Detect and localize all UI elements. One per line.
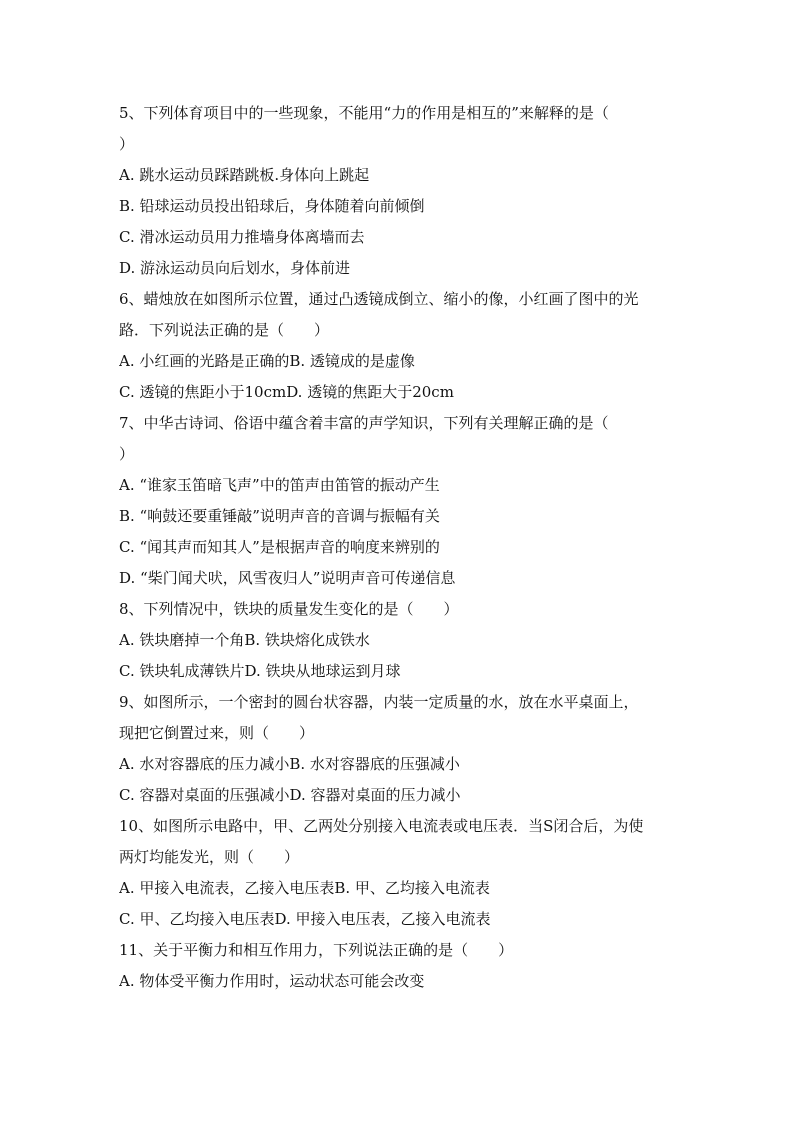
q7-option-b: B. “响鼓还要重锤敲”说明声音的音调与振幅有关	[119, 507, 440, 525]
document-body	[119, 98, 679, 997]
q7-stem-continued: ）	[119, 445, 135, 463]
q6-stem-continued: 路．下列说法正确的是（ ）	[119, 321, 330, 339]
q9-options-cd: C. 容器对桌面的压强减小D. 容器对桌面的压力减小	[119, 786, 461, 804]
q9-stem-continued: 现把它倒置过来，则（ ）	[119, 724, 315, 742]
q6-stem: 6、蜡烛放在如图所示位置，通过凸透镜成倒立、缩小的像，小红画了图中的光	[119, 290, 639, 308]
q7-stem: 7、中华古诗词、俗语中蕴含着丰富的声学知识，下列有关理解正确的是（	[119, 414, 609, 432]
q11-stem: 11、关于平衡力和相互作用力，下列说法正确的是（ ）	[119, 941, 514, 959]
q10-options-cd: C. 甲、乙均接入电压表D. 甲接入电压表，乙接入电流表	[119, 910, 491, 928]
q8-stem: 8、下列情况中，铁块的质量发生变化的是（ ）	[119, 600, 459, 618]
q11-option-a: A. 物体受平衡力作用时，运动状态可能会改变	[119, 972, 425, 990]
q5-stem: 5、下列体育项目中的一些现象，不能用“力的作用是相互的”来解释的是（	[119, 104, 609, 122]
q7-option-d: D. “柴门闻犬吠，风雪夜归人”说明声音可传递信息	[119, 569, 456, 587]
q5-option-a: A. 跳水运动员踩踏跳板.身体向上跳起	[119, 166, 370, 184]
q8-options-cd: C. 铁块轧成薄铁片D. 铁块从地球运到月球	[119, 662, 401, 680]
q5-option-b: B. 铅球运动员投出铅球后，身体随着向前倾倒	[119, 197, 425, 215]
q7-option-c: C. “闻其声而知其人”是根据声音的响度来辨别的	[119, 538, 440, 556]
q6-options-ab: A. 小红画的光路是正确的B. 透镜成的是虚像	[119, 352, 415, 370]
q10-stem: 10、如图所示电路中，甲、乙两处分别接入电流表或电压表．当S闭合后，为使	[119, 817, 644, 835]
q8-options-ab: A. 铁块磨掉一个角B. 铁块熔化成铁水	[119, 631, 370, 649]
q7-option-a: A. “谁家玉笛暗飞声”中的笛声由笛管的振动产生	[119, 476, 440, 494]
q5-stem-continued: ）	[119, 135, 135, 153]
q5-option-c: C. 滑冰运动员用力推墙身体离墙而去	[119, 228, 365, 246]
q9-stem: 9、如图所示，一个密封的圆台状容器，内装一定质量的水，放在水平桌面上，	[119, 693, 639, 711]
q6-options-cd: C. 透镜的焦距小于10cmD. 透镜的焦距大于20cm	[119, 383, 454, 401]
q9-options-ab: A. 水对容器底的压力减小B. 水对容器底的压强减小	[119, 755, 460, 773]
q10-stem-continued: 两灯均能发光，则（ ）	[119, 848, 300, 866]
q5-option-d: D. 游泳运动员向后划水，身体前进	[119, 259, 351, 277]
q10-options-ab: A. 甲接入电流表，乙接入电压表B. 甲、乙均接入电流表	[119, 879, 490, 897]
